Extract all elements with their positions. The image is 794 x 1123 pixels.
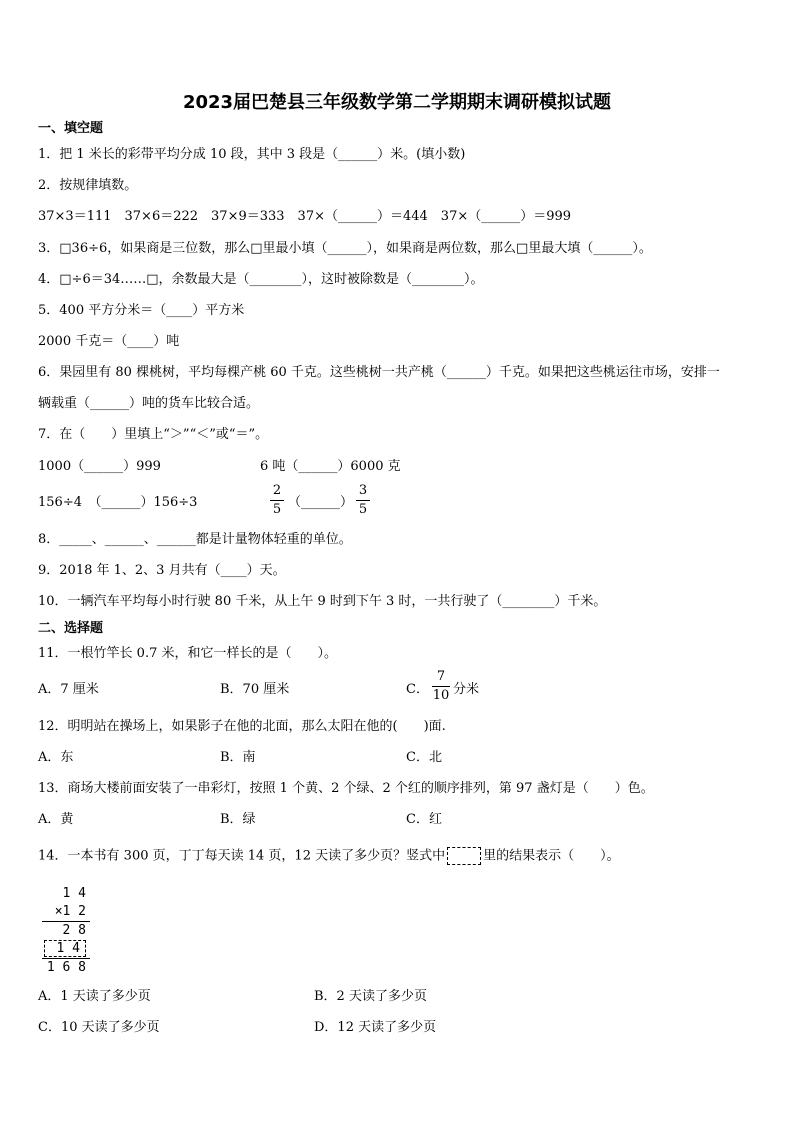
question-11-option-a: A．7 厘米	[38, 682, 99, 697]
question-6-line-1: 6．果园里有 80 棵桃树，平均每棵产桃 60 千克。这些桃树一共产桃（______）千克。如果把这些桃运往市场，安排一	[38, 365, 720, 380]
question-10: 10．一辆汽车平均每小时行驶 80 千米，从上午 9 时到下午 3 时，一共行驶了（________）千米。	[38, 594, 607, 609]
section-multiple-choice: 二、选择题	[38, 621, 104, 636]
question-5-part-b: 2000 千克＝（____）吨	[38, 334, 180, 349]
question-8: 8．_____、______、______都是计量物体轻重的单位。	[38, 532, 352, 547]
calc-line	[42, 921, 90, 922]
question-7-fraction-right	[356, 484, 370, 517]
question-9: 9．2018 年 1、2、3 月共有（____）天。	[38, 563, 286, 578]
calc-row-product: 1 6 8	[46, 960, 86, 975]
question-7-item-d-blank: （______）	[288, 495, 354, 510]
calc-row-multiplier: ×1 2	[54, 904, 86, 919]
fraction-denominator: 5	[358, 502, 368, 517]
question-14-option-c: C．10 天读了多少页	[38, 1020, 160, 1035]
fraction-denominator: 10	[432, 688, 450, 703]
question-13-option-b: B．绿	[220, 812, 256, 827]
question-14-option-b: B．2 天读了多少页	[314, 989, 427, 1004]
question-5-part-a: 5．400 平方分米＝（____）平方米	[38, 303, 245, 318]
question-2-sequence: 37×3＝111 37×6＝222 37×9＝333 37×（______）＝444 37×（______）＝999	[38, 209, 572, 224]
question-12-option-b: B．南	[220, 750, 256, 765]
question-11-option-c-prefix: C．	[406, 682, 429, 697]
question-2: 2．按规律填数。	[38, 178, 138, 193]
calc-line	[42, 958, 90, 959]
fraction-numerator: 7	[436, 669, 446, 684]
calc-row-partial-1: 2 8	[62, 923, 86, 938]
question-12: 12．明明站在操场上，如果影子在他的北面，那么太阳在他的( )面.	[38, 719, 446, 734]
question-7-item-a: 1000（______）999	[38, 459, 161, 474]
dashed-box-symbol	[447, 847, 481, 865]
question-11-option-b: B．70 厘米	[220, 682, 290, 697]
question-7-item-b: 6 吨（______）6000 克	[260, 459, 401, 474]
question-13-option-c: C．红	[406, 812, 442, 827]
question-14-text-after: 里的结果表示（ ）。	[483, 848, 620, 864]
section-fill-blank: 一、填空题	[38, 121, 104, 136]
fraction-numerator: 3	[358, 483, 368, 498]
question-7: 7．在（ ）里填上“＞”“＜”或“＝”。	[38, 427, 269, 442]
page-title: 2023届巴楚县三年级数学第二学期期末调研模拟试题	[182, 92, 612, 113]
question-1: 1．把 1 米长的彩带平均分成 10 段，其中 3 段是（______）米。(填小数)	[38, 147, 466, 162]
question-11: 11．一根竹竿长 0.7 米，和它一样长的是（ ）。	[38, 646, 337, 661]
question-4: 4．□÷6＝34……□，余数最大是（________），这时被除数是（________）。	[38, 272, 484, 287]
question-12-option-c: C．北	[406, 750, 442, 765]
question-6-line-2: 辆载重（______）吨的货车比较合适。	[38, 396, 260, 411]
question-11-option-c-unit: 分米	[453, 682, 480, 697]
question-13-option-a: A．黄	[38, 812, 74, 827]
question-7-item-c: 156÷4 （______）156÷3	[38, 495, 198, 510]
question-7-fraction-left	[270, 484, 284, 517]
calc-row-partial-2: 1 4	[56, 941, 80, 956]
question-11-option-c-fraction	[432, 670, 450, 703]
question-14-option-d: D．12 天读了多少页	[314, 1020, 437, 1035]
question-14-text-before: 14．一本书有 300 页，丁丁每天读 14 页，12 天读了多少页？竖式中	[38, 848, 446, 864]
question-13: 13．商场大楼前面安装了一串彩灯，按照 1 个黄、2 个绿、2 个红的顺序排列，第 97 盏灯是（ ）色。	[38, 781, 654, 796]
fraction-denominator: 5	[272, 502, 282, 517]
question-3: 3．□36÷6，如果商是三位数，那么□里最小填（______），如果商是两位数，那么□里最大填（______）。	[38, 241, 652, 256]
calc-row-multiplicand: 1 4	[62, 886, 86, 901]
question-14-option-a: A．1 天读了多少页	[38, 989, 151, 1004]
fraction-numerator: 2	[272, 483, 282, 498]
question-12-option-a: A．东	[38, 750, 74, 765]
question-14	[38, 847, 620, 866]
